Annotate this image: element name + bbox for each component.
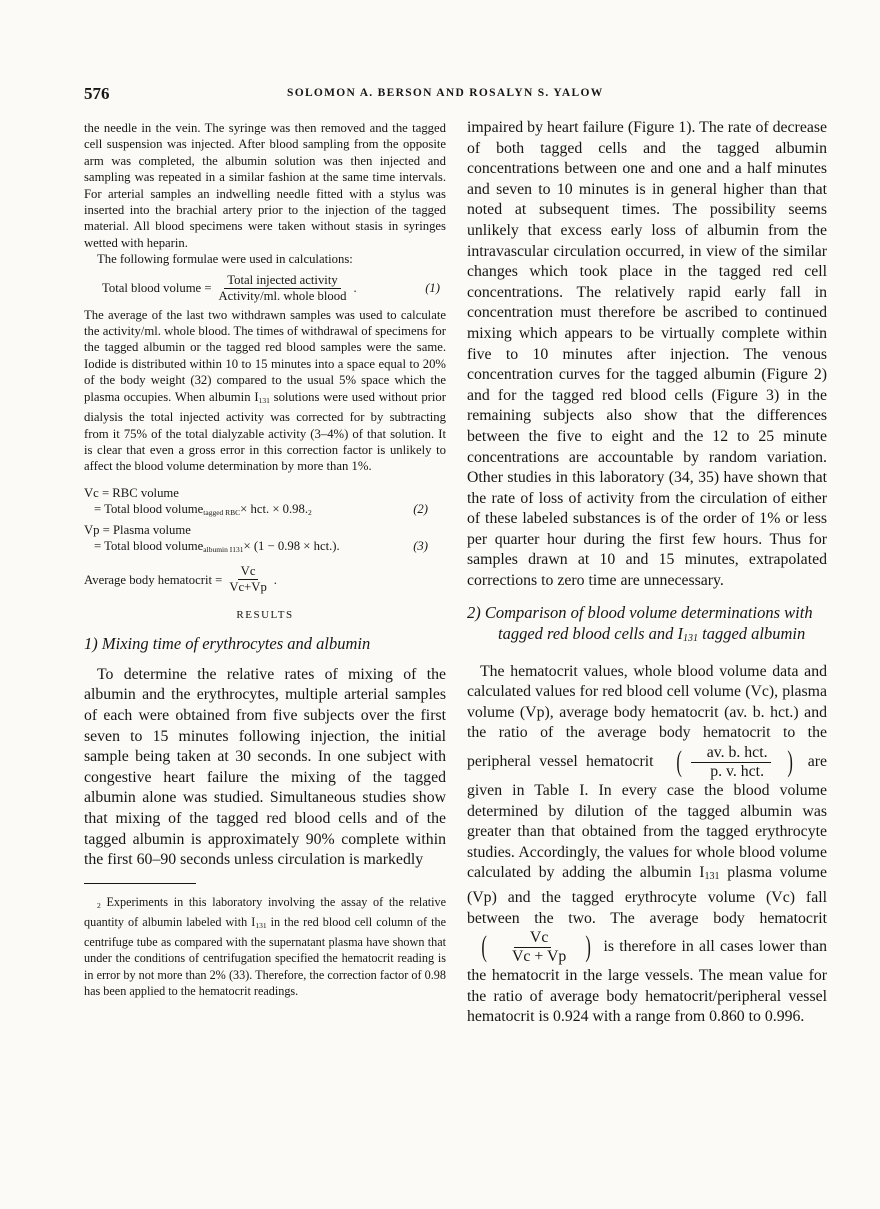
eq4-label: Average body hematocrit =: [84, 572, 223, 587]
page-header: [0, 84, 880, 108]
paragraph-calculation: The average of the last two withdrawn samples was used to calculate the activity/ml. whole blood. The times of withdrawal of specimens for the tagged albumin or the tagged red blood samples were the same. Iodide is distributed within 10 to 15 minutes into a space equal to 20% of the body weight (32) compared to the usual 5% space which the plasma occupies. When albumin $I^{131}$ solutions were used without prior dialysis the total injected activity was corrected for by subtracting from it 75% of the total dialyzable activity (3–4%) of that solution. It is clear that even a gross error in this correction factor is unlikely to affect the blood volume determination by more than 1%.: [84, 307, 446, 474]
results-heading: RESULTS: [236, 609, 294, 622]
avg-hct-fraction: ( $\frac{Vc}{Vc + Vp}$ ): [481, 929, 592, 966]
eq2-number: (2): [413, 502, 428, 517]
eq1-fraction: [216, 273, 350, 304]
eq4-denominator: Vc+Vp: [229, 580, 267, 595]
left-column: [84, 120, 446, 999]
def-vp-formula: = Total blood volume$_{albumin I131}$× (1 − 0.98 × hct.). (3): [84, 538, 446, 558]
formulae-intro: The following formulae were used in calculations:: [97, 252, 353, 267]
eq1-denominator: Activity/ml. whole blood: [218, 288, 347, 303]
section-1-title: 1) Mixing time of erythrocytes and albumin: [84, 633, 371, 653]
eq4-numerator: Vc: [238, 564, 259, 580]
footnote-rule: [84, 883, 196, 884]
eq4-fraction: [226, 564, 269, 595]
def-vc: Vc = RBC volume: [84, 485, 179, 500]
eq3-number: (3): [413, 538, 428, 553]
def-vc-formula: = Total blood volume$_{tagged RBC}$× hct. × 0.98.$^2$ (2): [84, 501, 446, 521]
def-vp: Vp = Plasma volume: [84, 522, 191, 537]
paragraph-mixing-continued: impaired by heart failure (Figure 1). The rate of decrease of both tagged cells and the tagged albumin concentrations between one and one and a half minutes and seven to 10 minutes is in general higher than that noted at subsequent times. The possibility seems unlikely that excess early loss of albumin from the intravascular circulation occurred, in view of the similar changes which took place in the tagged red cell concentrations. The relatively rapid early fall in concentration must therefore be ascribed to continued mixing which appears to be virtually complete within five to 10 minutes after injection. The venous concentration curves for the tagged albumin (Figure 2) and for the tagged red blood cells (Figure 3) in the remaining subjects also show that the differences between the five to eight and the 12 to 25 minute concentrations are accountable by random variation. Other studies in this laboratory (34, 35) have shown that the rate of loss of activity from the circulation of either of these labeled substances is of the order of 1% or less per quarter hour during the first few hours. Thus for samples drawn at 10 and 15 minutes, extrapolated corrections to zero time are unnecessary.: [467, 119, 827, 590]
eq1-label: Total blood volume =: [102, 280, 212, 295]
definitions-block: [84, 485, 446, 559]
eq1-number: (1): [425, 280, 440, 295]
eq1-numerator: Total injected activity: [224, 273, 340, 289]
footnote-2: $^2$ Experiments in this laboratory involving the assay of the relative quantity of albumin labeled with $I^{131}$ in the red blood cell column of the centrifuge tube as compared with the supernatant plasma have shown that under the conditions of centrifugation specified the hematocrit reading is in error by not more than 2% (33). Therefore, the correction factor of 0.98 has been applied to the hematocrit readings.: [84, 894, 447, 998]
section-2-title: 2) Comparison of blood volume determinations with tagged red blood cells and $I^{131}$ tagged albumin: [467, 602, 813, 644]
section-1-paragraph: To determine the relative rates of mixing of the albumin and the erythrocytes, multiple arterial samples of each were obtained from five subjects over the first seven to 15 minutes following injection, the initial sample being taken at 30 seconds. In one subject with congestive heart failure the mixing of the tagged albumin alone was studied. Simultaneous studies show that mixing of the tagged red blood cells and of the tagged albumin is approximately 90% complete within the first 60–90 seconds unless circulation is markedly: [84, 665, 446, 869]
equation-4: Average body hematocrit = $\frac{Vc}{Vc+Vp}$ .: [84, 564, 277, 595]
running-head: SOLOMON A. BERSON AND ROSALYN S. YALOW: [287, 87, 604, 99]
hct-ratio-fraction: ( $\frac{\text{av. b. hct.}}{\text{p. v. hct.}}$ ): [676, 744, 793, 781]
page-number: 576: [84, 84, 110, 103]
paragraph-methods-end: the needle in the vein. The syringe was then removed and the tagged cell suspension was injected. After blood sampling from the opposite arm was completed, the albumin solution was then injected and sampling was repeated in a similar fashion at the same time intervals. For arterial samples an indwelling needle fitted with a stylus was inserted into the brachial artery prior to the injection of the tagged material. All blood specimens were taken without stasis in syringes wetted with heparin.: [84, 121, 446, 250]
equation-1: Total blood volume = $\frac{\text{Total injected activity}}{\text{Activity/ml. whole blood}}$ . (1): [102, 273, 446, 304]
section-2-paragraph: The hematocrit values, whole blood volume data and calculated values for red blood cell volume (Vc), plasma volume (Vp), average body hematocrit (av. b. hct.) and the ratio of the average body hematocrit to the peripheral vessel hematocrit ( $\frac{\text{av. b. hct.}}{\text{p. v. hct.}}$ ) are given in Table I. In every case the blood volume determined by dilution of the tagged albumin was greater than that obtained from the tagged erythrocyte studies. Accordingly, the values for whole blood volume calculated by adding the albumin $I^{131}$ plasma volume (Vp) and the tagged erythrocyte volume (Vc) fall between the two. The average body hematocrit ( $\frac{Vc}{Vc + Vp}$ ) is therefore in all cases lower than the hematocrit in the large vessels. The mean value for the ratio of average body hematocrit/peripheral vessel hematocrit is 0.924 with a range from 0.860 to 0.996.: [467, 662, 828, 1026]
right-column: [467, 118, 827, 1028]
